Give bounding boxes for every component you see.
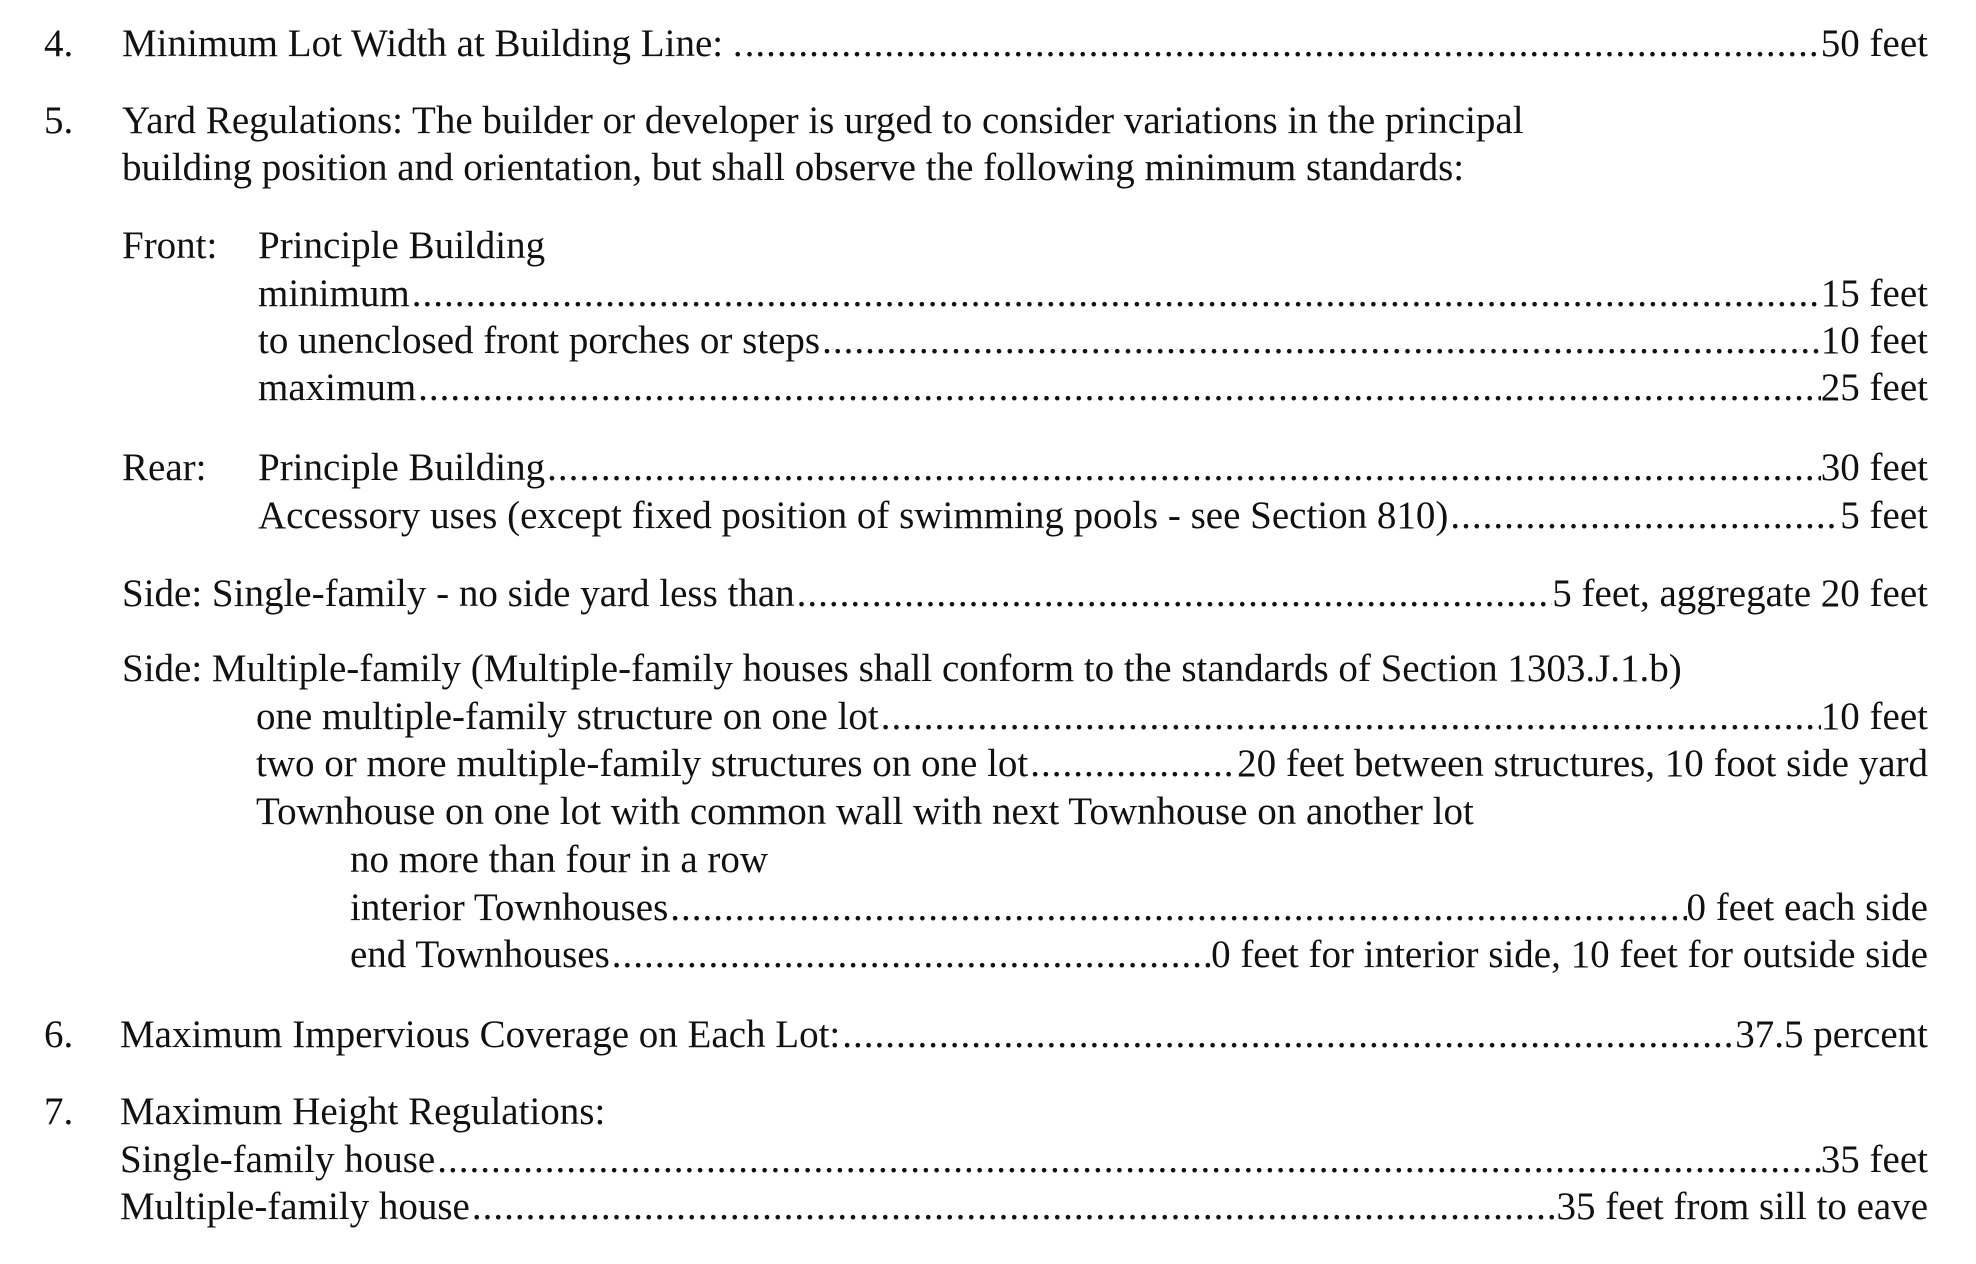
- front-subheading: Principle Building: [258, 224, 546, 267]
- item-7-row-value: 35 feet from sill to eave: [1556, 1185, 1928, 1228]
- item-7-row-multiple: [120, 1183, 1928, 1230]
- rear-row-principle: [258, 444, 1928, 491]
- townhouse-row-interior: [350, 884, 1928, 931]
- front-row-minimum: [258, 270, 1928, 317]
- leader-dots: [545, 444, 1821, 491]
- rear-row-label: Accessory uses (except fixed position of swimming pools - see Section 810): [258, 494, 1449, 537]
- leader-dots: [1448, 492, 1840, 539]
- front-row-porches: [258, 317, 1928, 364]
- leader-dots: [840, 1011, 1735, 1058]
- rear-row-label: Principle Building: [258, 446, 546, 489]
- side-multi-heading: Side: Multiple-family (Multiple-family houses shall conform to the standards of Section 1303.J.1.b): [122, 647, 1682, 690]
- leader-dots: [668, 884, 1686, 931]
- item-7-number: 7.: [44, 1090, 74, 1133]
- front-row-maximum: [258, 364, 1928, 411]
- townhouse-subheading: no more than four in a row: [350, 838, 769, 881]
- side-single-label: Side: Single-family - no side yard less than: [122, 572, 795, 615]
- item-6-label: Maximum Impervious Coverage on Each Lot:: [120, 1013, 841, 1056]
- townhouse-row-end: [350, 931, 1928, 978]
- front-row-value: 10 feet: [1820, 319, 1928, 362]
- item-7-row-label: Single-family house: [120, 1138, 436, 1181]
- side-single-row: [122, 570, 1928, 617]
- item-7-row-single: [120, 1136, 1928, 1183]
- front-heading: Front:: [122, 224, 218, 267]
- item-4-label: Minimum Lot Width at Building Line: .: [122, 22, 743, 65]
- front-row-label: to unenclosed front porches or steps: [258, 319, 821, 362]
- side-multi-row-value: 10 feet: [1820, 695, 1928, 738]
- leader-dots: [795, 570, 1553, 617]
- item-4-value: 50 feet: [1820, 22, 1928, 65]
- leader-dots: [610, 931, 1211, 978]
- item-6-number: 6.: [44, 1013, 74, 1056]
- townhouse-row-value: 0 feet each side: [1686, 886, 1928, 929]
- leader-dots: [416, 364, 1821, 411]
- leader-dots: [470, 1183, 1557, 1230]
- front-row-value: 15 feet: [1820, 272, 1928, 315]
- side-multi-row-value: 20 feet between structures, 10 foot side yard: [1237, 742, 1928, 785]
- townhouse-row-label: interior Townhouses: [350, 886, 669, 929]
- rear-row-value: 5 feet: [1840, 494, 1928, 537]
- side-multi-row-two: [256, 740, 1928, 787]
- rear-row-value: 30 feet: [1820, 446, 1928, 489]
- rear-row-accessory: [258, 492, 1928, 539]
- front-row-label: maximum: [258, 366, 417, 409]
- leader-dots: [435, 1136, 1821, 1183]
- side-multi-row-label: one multiple-family structure on one lot: [256, 695, 879, 738]
- item-5-line-2: building position and orientation, but shall observe the following minimum standards:: [122, 146, 1465, 189]
- front-row-label: minimum: [258, 272, 410, 315]
- townhouse-heading: Townhouse on one lot with common wall with next Townhouse on another lot: [256, 790, 1474, 833]
- item-6-value: 37.5 percent: [1735, 1013, 1928, 1056]
- townhouse-row-value: 0 feet for interior side, 10 feet for outside side: [1211, 933, 1928, 976]
- item-5-line-1: Yard Regulations: The builder or developer is urged to consider variations in the principal: [122, 99, 1524, 142]
- item-7-row-label: Multiple-family house: [120, 1185, 470, 1228]
- item-7-row-value: 35 feet: [1820, 1138, 1928, 1181]
- item-6-row: [120, 1011, 1928, 1058]
- item-4-number: 4.: [44, 22, 74, 65]
- item-5-number: 5.: [44, 99, 74, 142]
- rear-heading: Rear:: [122, 446, 207, 489]
- leader-dots: [410, 270, 1821, 317]
- leader-dots: [820, 317, 1821, 364]
- item-4-row: [122, 20, 1928, 67]
- item-7-heading: Maximum Height Regulations:: [120, 1090, 606, 1133]
- leader-dots: [743, 20, 1821, 67]
- side-multi-row-one: [256, 693, 1928, 740]
- side-single-value: 5 feet, aggregate 20 feet: [1552, 572, 1928, 615]
- leader-dots: [1028, 740, 1237, 787]
- side-multi-row-label: two or more multiple-family structures on one lot: [256, 742, 1029, 785]
- front-row-value: 25 feet: [1820, 366, 1928, 409]
- leader-dots: [879, 693, 1821, 740]
- townhouse-row-label: end Townhouses: [350, 933, 610, 976]
